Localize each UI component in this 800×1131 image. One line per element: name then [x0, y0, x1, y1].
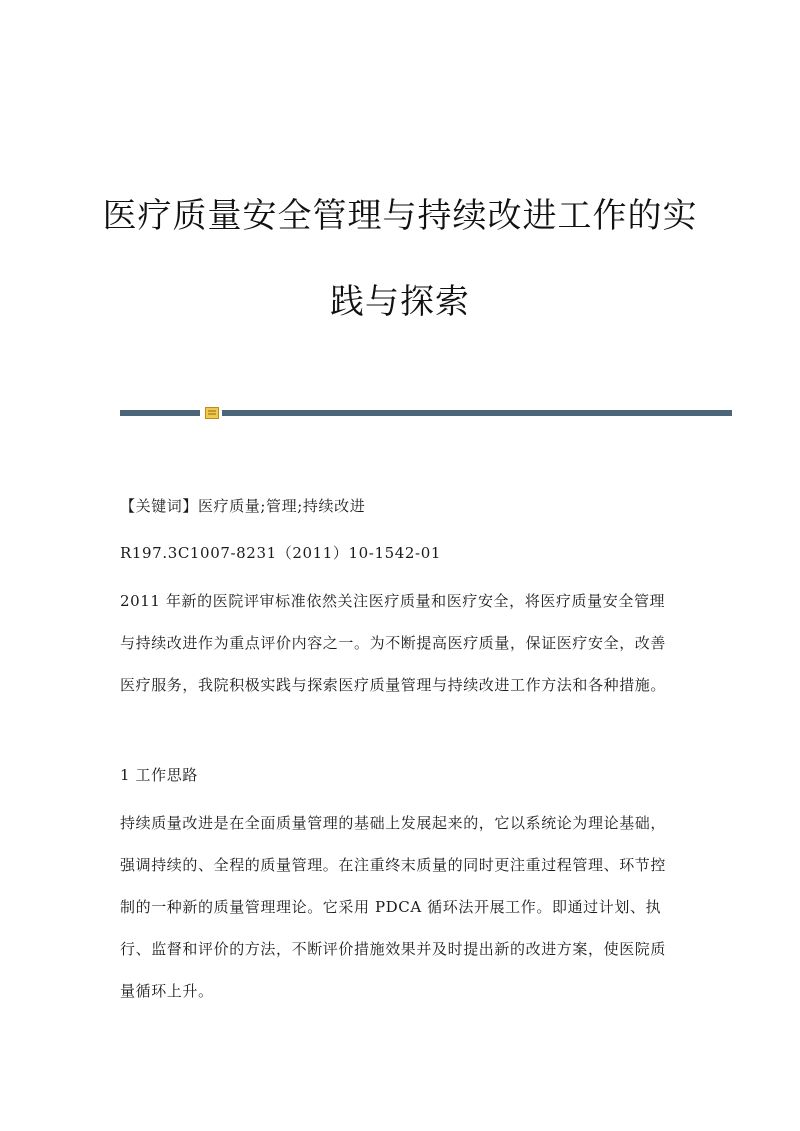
- intro-paragraph: 2011 年新的医院评审标准依然关注医疗质量和医疗安全，将医疗质量安全管理与持续改进作为重点评价内容之一。为不断提高医疗质量，保证医疗安全，改善医疗服务，我院积极实践与探索医疗质量管理与持续改进工作方法和各种措施。: [120, 592, 667, 694]
- title-divider: [120, 407, 732, 419]
- page-title-line-1: 医疗质量安全管理与持续改进工作的实: [102, 196, 698, 236]
- section-paragraph: 持续质量改进是在全面质量管理的基础上发展起来的，它以系统论为理论基础，强调持续的、全程的质量管理。在注重终末质量的同时更注重过程管理、环节控制的一种新的质量管理理论。它采用 PDCA 循环法开展工作。即通过计划、执行、监督和评价的方法，不断评价措施效果并及时提出新的改进方案，使医院质量循环上升。: [120, 814, 667, 1000]
- divider-bar-left: [120, 410, 200, 416]
- classification-code: R197.3C1007-8231（2011）10-1542-01: [120, 544, 441, 562]
- section-heading: 1 工作思路: [120, 766, 198, 784]
- page-title-line-2: 践与探索: [330, 282, 470, 322]
- keywords-line: 【关键词】医疗质量;管理;持续改进: [120, 497, 366, 515]
- document-icon: [205, 407, 219, 419]
- divider-bar-right: [222, 410, 732, 416]
